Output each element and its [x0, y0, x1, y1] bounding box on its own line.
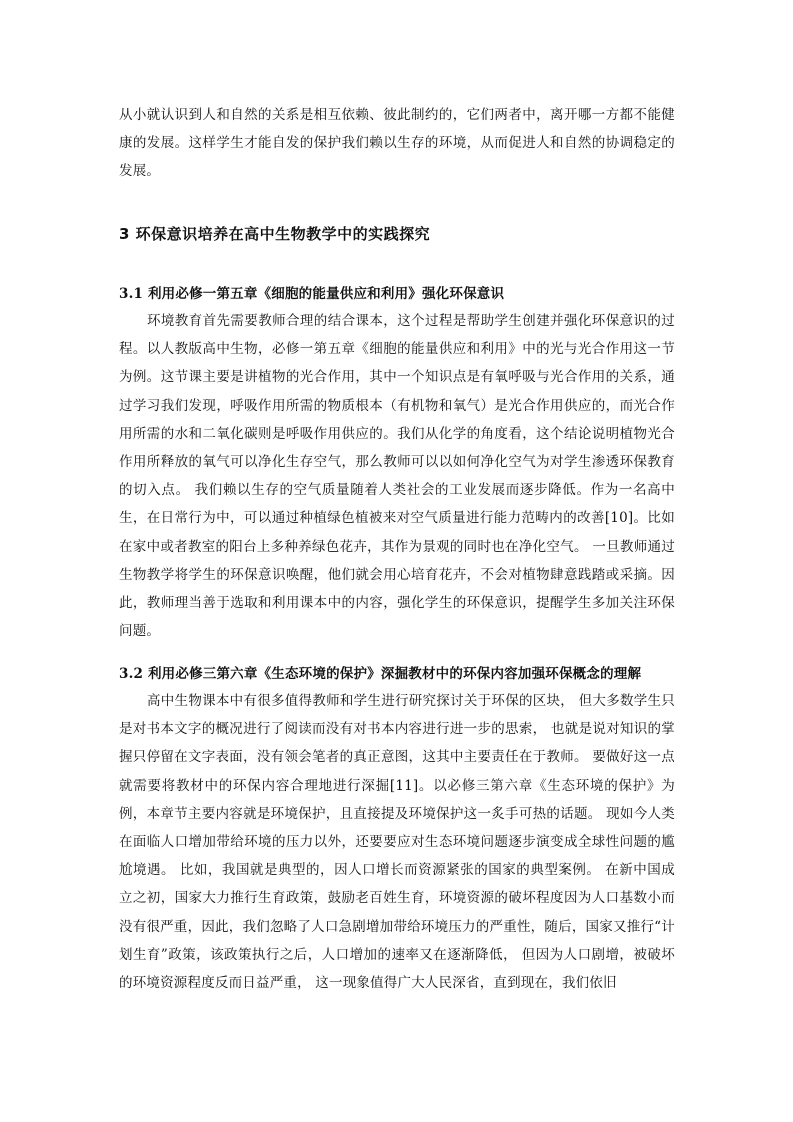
section-3-1-body: 环境教育首先需要教师合理的结合课本，这个过程是帮助学生创建并强化环保意识的过程。以人教版高中生物，必修一第五章《细胞的能量供应和利用》中的光与光合作用这一节为例。这节课主要是讲植物的光合作用，其中一个知识点是有氧呼吸与光合作用的关系，通过学习我们发现，呼吸作用所需的物质根本（有机物和氧气）是光合作用供应的，而光合作用所需的水和二氧化碳则是呼吸作用供应的。我们从化学的角度看，这个结论说明植物光合作用所释放的氧气可以净化生存空气，那么教师可以以如何净化空气为对学生渗透环保教育的切入点。 我们赖以生存的空气质量随着人类社会的工业发展而逐步降低。作为一名高中生，在日常行为中，可以通过种植绿色植被来对空气质量进行能力范畴内的改善[10]。比如在家中或者教室的阳台上多种养绿色花卉，其作为景观的同时也在净化空气。 一旦教师通过生物教学将学生的环保意识唤醒，他们就会用心培育花卉，不会对植物肆意践踏或采摘。因此，教师理当善于选取和利用课本中的内容，强化学生的环保意识，提醒学生多加关注环保问题。: [119, 313, 675, 640]
section-3-1-heading: 3.1 利用必修一第五章《细胞的能量供应和利用》强化环保意识: [119, 286, 505, 302]
section-3-2-heading: 3.2 利用必修三第六章《生态环境的保护》深掘教材中的环保内容加强环保概念的理解: [119, 666, 642, 682]
section-3-heading: 3 环保意识培养在高中生物教学中的实践探究: [119, 225, 431, 243]
intro-paragraph: 从小就认识到人和自然的关系是相互依赖、彼此制约的，它们两者中，离开哪一方都不能健康的发展。这样学生才能自发的保护我们赖以生存的环境，从而促进人和自然的协调稳定的发展。: [119, 107, 675, 180]
section-3-2-body: 高中生物课本中有很多值得教师和学生进行研究探讨关于环保的区块， 但大多数学生只是对书本文字的概况进行了阅读而没有对书本内容进行进一步的思索， 也就是说对知识的掌握只停留在文字表面，没有领会笔者的真正意图，这其中主要责任在于教师。 要做好这一点就需要将教材中的环保内容合理地进行深掘[11]。以必修三第六章《生态环境的保护》为例，本章节主要内容就是环境保护，且直接提及环境保护这一炙手可热的话题。 现如今人类在面临人口增加带给环境的压力以外，还要要应对生态环境问题逐步演变成全球性问题的尴尬境遇。 比如，我国就是典型的，因人口增长而资源紧张的国家的典型案例。 在新中国成立之初，国家大力推行生育政策，鼓励老百姓生育，环境资源的破坏程度因为人口基数小而没有很严重，因此，我们忽略了人口急剧增加带给环境压力的严重性，随后，国家又推行“计划生育”政策，该政策执行之后，人口增加的速率又在逐渐降低， 但因为人口剧增，被破坏的环境资源程度反而日益严重， 这一现象值得广大人民深省，直到现在，我们依旧: [119, 693, 675, 992]
